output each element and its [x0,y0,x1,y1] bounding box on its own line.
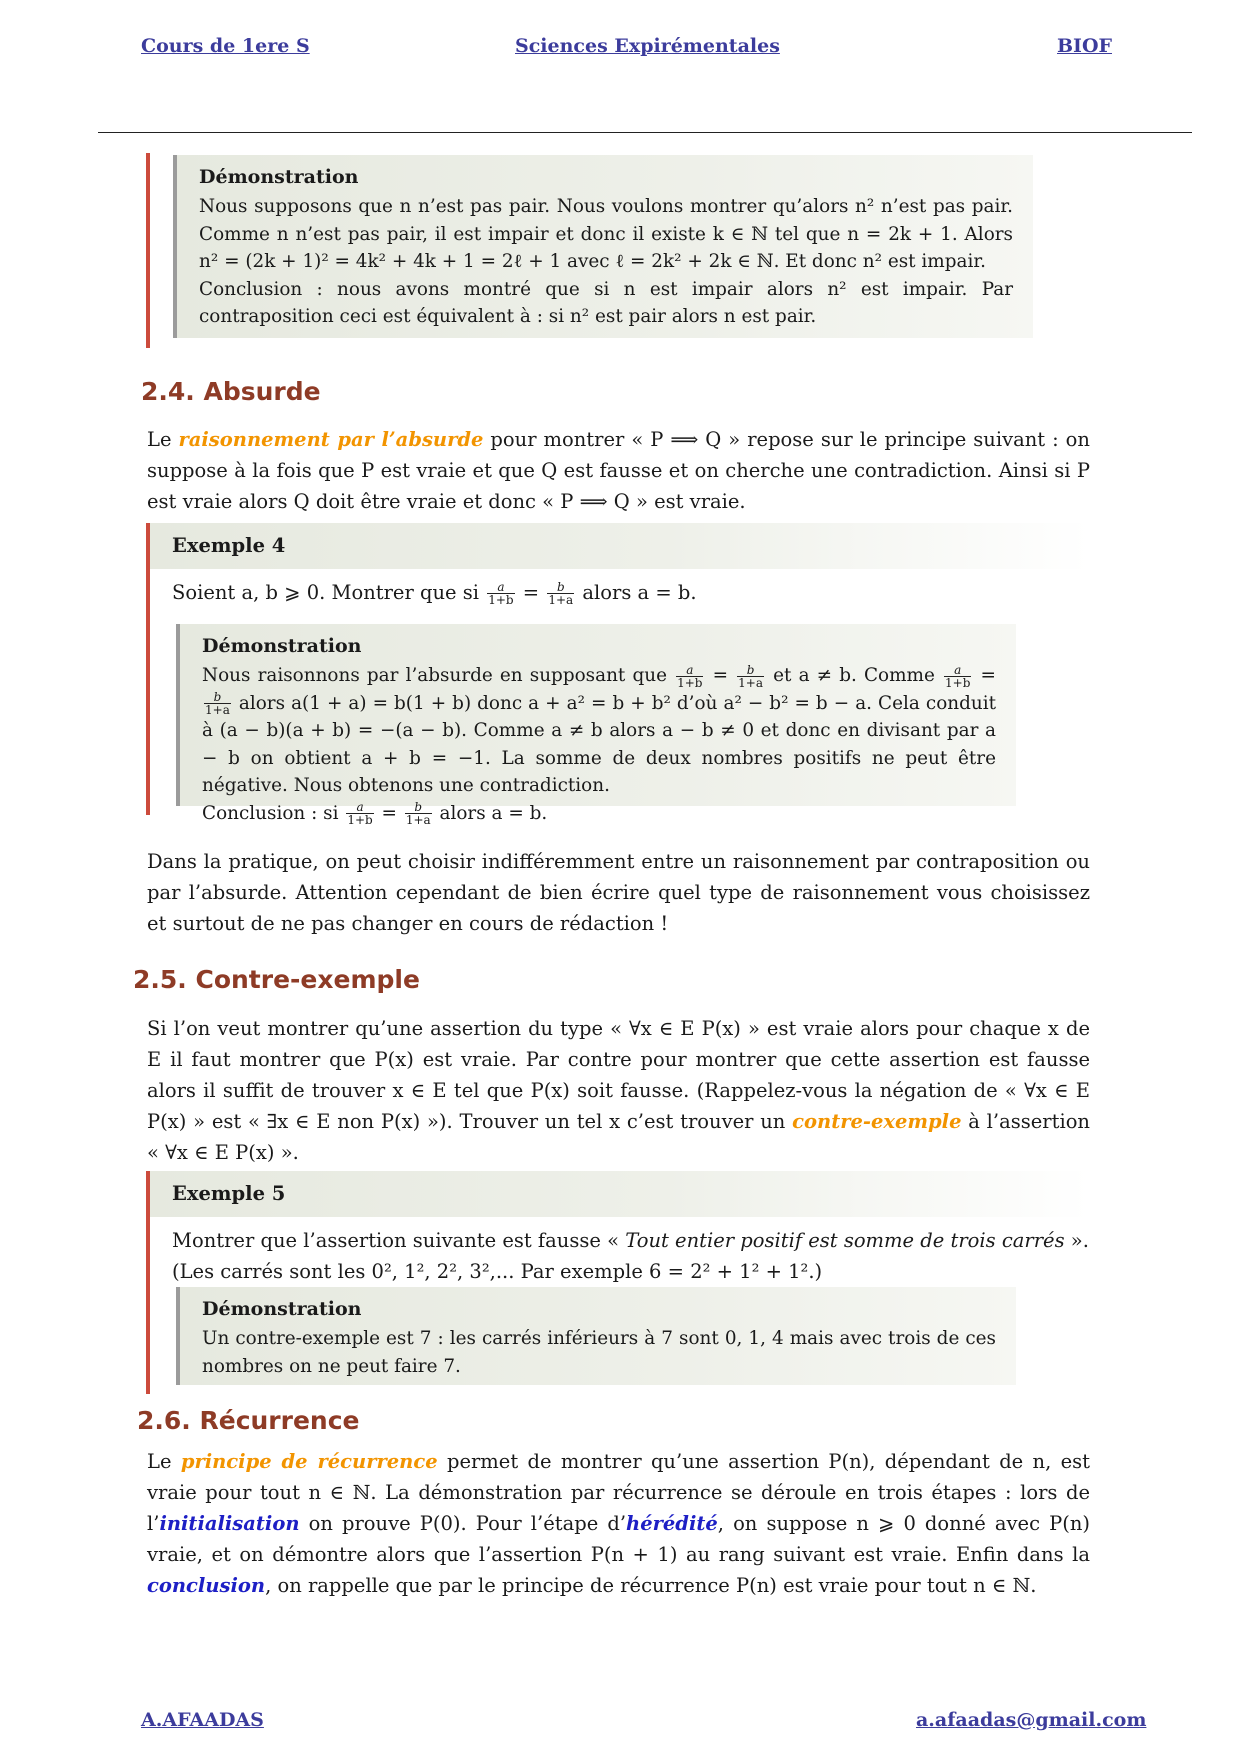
keyword-contre-exemple: contre-exemple [792,1110,962,1133]
keyword-conclusion: conclusion [147,1574,266,1597]
footer-author-text[interactable]: A.AFAADAS [141,1709,264,1731]
example-5-line-2: (Les carrés sont les 0², 1², 2², 3²,... Par exemple 6 = 2² + 1² + 1².) [172,1260,823,1283]
header-divider [98,132,1192,133]
text-run: à l’assertion « ∀x ∈ E P(x) ». [147,1110,1090,1164]
text-run: Conclusion : si [202,802,339,824]
frac-num: b [737,664,764,677]
paragraph-pratique: Dans la pratique, on peut choisir indifféremment entre un raisonnement par contraposition ou par l’absurde. Attention cependant de bien écrire quel type de raisonnement vous choisissez et surtout de ne pas changer en cours de rédaction ! [147,850,1090,935]
text-run: Soient a, b ⩾ 0. Montrer que si [172,581,480,604]
header-course-link[interactable] [141,35,310,57]
text-run: , on rappelle que par le principe de récurrence P(n) est vraie pour tout n ∈ ℕ. [265,1574,1037,1597]
text-run: pour montrer « P ⟹ Q » repose sur le principe suivant : on suppose à la fois que P est vraie et que Q est fausse et on cherche une contradiction. Ainsi si P est vraie alors Q doit être vraie et donc « P ⟹ Q » est vraie. [147,428,1090,513]
text-run: Montrer que l’assertion suivante est fausse « [172,1229,626,1252]
fraction [676,664,703,689]
demonstration-title: Démonstration [199,166,359,188]
text-run: ». [1064,1229,1089,1252]
text-run: alors a(1 + a) = b(1 + b) donc a + a² = b + b² d’où a² − b² = b − a. Cela conduit à (a − b)(a + b) = −(a − b). Comme a ≠ b alors a − b ≠ 0 et donc en divisant par a − b on obtient a + b = −1. La somme de deux nombres positifs ne peut être négative. Nous obtenons une contradiction. [202,692,996,796]
frac-num: b [405,801,432,814]
example-4-box [146,523,1090,827]
fraction [204,691,231,716]
frac-den: 1+b [347,813,373,827]
text-run: et a ≠ b. Comme [773,665,935,686]
header-subject-text[interactable]: Sciences Expirémentales [515,35,780,57]
frac-num: a [944,664,971,677]
fraction [487,581,514,606]
frac-num: a [346,801,373,814]
frac-den: 1+a [738,675,764,690]
frac-den: 1+a [548,593,574,607]
text-run: alors a = b. [439,802,548,824]
demonstration-body: Nous supposons que n n’est pas pair. Nous voulons montrer qu’alors n² n’est pas pair. Comme n n’est pas pair, il est impair et donc il existe k ∈ ℕ tel que n = 2k + 1. Alors n² = (2k + 1)² = 4k² + 4k + 1 = 2ℓ + 1 avec ℓ = 2k² + 2k ∈ ℕ. Et donc n² est impair. [199,196,1013,272]
fraction [737,664,764,689]
text-run: Tout entier positif est somme de trois carrés [625,1229,1065,1252]
text-run: Le [147,428,179,451]
frac-den: 1+a [205,703,230,717]
demonstration-body: Nous raisonnons par l’absurde en supposant que $\frac{a}{1+b}$ = $\frac{b}{1+a}$ et a ≠ b. Comme $\frac{a}{1+b}$ = $\frac{b}{1+a}$ alors a(1 + a) = b(1 + b) donc a + a² = b + b² d’où a² − b² = b − a. Cela conduit à (a − b)(a + b) = −(a − b). Comme a ≠ b alors a − b ≠ 0 et donc en divisant par a − b on obtient a + b = −1. La somme de deux nombres positifs ne peut être négative. Nous obtenons une contradiction. [202,662,996,796]
frac-den: 1+b [677,675,703,690]
fraction [346,801,373,826]
footer-email-link[interactable] [916,1709,1146,1731]
header-subject-link[interactable] [515,35,780,57]
frac-num: b [547,581,574,594]
example-continuation-bar [146,153,150,348]
demonstration-conclusion: Conclusion : si $\frac{a}{1+b}$ = $\frac{b}{1+a}$ alors a = b. [202,800,548,827]
section-title-recurrence: 2.6. Récurrence [137,1406,360,1435]
text-run: Le [147,1450,181,1473]
frac-den: 1+b [488,593,514,607]
demonstration-box-2 [176,624,1016,827]
demonstration-title: Démonstration [202,635,362,657]
example-4-statement: Soient a, b ⩾ 0. Montrer que si $\frac{a}{1+b}$ = $\frac{b}{1+a}$ alors a = b. [172,580,697,607]
text-run: on prouve P(0). Pour l’étape d’ [299,1512,627,1535]
example-5-statement [150,1217,1090,1287]
demonstration-conclusion: Conclusion : nous avons montré que si n est impair alors n² est impair. Par contraposition ceci est équivalent à : si n² est pair alors n est pair. [199,278,1013,327]
demonstration-title: Démonstration [202,1298,362,1320]
header-biof-link[interactable] [1057,35,1112,57]
keyword-initialisation: initialisation [159,1512,300,1535]
frac-num: a [676,664,703,677]
frac-den: 1+a [405,813,431,827]
keyword-recurrence: principe de récurrence [180,1450,438,1473]
keyword-heredite: hérédité [626,1512,718,1535]
text-run: Nous raisonnons par l’absurde en supposant que [202,665,667,686]
frac-num: b [204,691,231,704]
example-5-line-1 [172,1225,1090,1256]
section-title-contre-exemple: 2.5. Contre-exemple [133,965,420,994]
footer-email-text[interactable]: a.afaadas@gmail.com [916,1709,1147,1731]
paragraph-contre-exemple [147,1013,1090,1168]
paragraph-recurrence [147,1446,1090,1601]
frac-num: a [487,581,514,594]
fraction [944,664,971,689]
demonstration-box-1 [173,155,1033,338]
example-4-title: Exemple 4 [150,523,1090,569]
demonstration-box-3 [176,1287,1016,1385]
section-title-absurde: 2.4. Absurde [141,377,321,406]
text-run: alors a = b. [582,581,697,604]
text-run: , on suppose n ⩾ 0 donné avec P(n) vraie, et on démontre alors que l’assertion P(n + 1) au rang suivant est vraie. Enfin dans la [147,1512,1090,1566]
keyword-absurde: raisonnement par l’absurde [178,428,484,451]
text-run: Si l’on veut montrer qu’une assertion du type « ∀x ∈ E P(x) » est vraie alors pour chaque x de E il faut montrer que P(x) est vraie. Par contre pour montrer que cette assertion est fausse alors il suffit de trouver x ∈ E tel que P(x) soit fausse. (Rappelez-vous la négation de « ∀x ∈ E P(x) » est « ∃x ∈ E non P(x) »). Trouver un tel x c’est trouver un [147,1017,1090,1133]
paragraph-absurde [147,424,1090,517]
frac-den: 1+b [945,675,971,690]
footer-author-link[interactable] [141,1709,264,1731]
text-run: permet de montrer qu’une assertion P(n), dépendant de n, est vraie pour tout n ∈ ℕ. La démonstration par récurrence se déroule en trois étapes : lors de l’ [147,1450,1090,1535]
header-biof-text[interactable]: BIOF [1057,35,1112,57]
example-5-box [146,1171,1090,1394]
demonstration-body: Un contre-exemple est 7 : les carrés inférieurs à 7 sont 0, 1, 4 mais avec trois de ces nombres on ne peut faire 7. [202,1328,996,1377]
header-course-text[interactable]: Cours de 1ere S [141,35,310,57]
fraction [405,801,432,826]
fraction [547,581,574,606]
example-5-title: Exemple 5 [150,1171,1090,1217]
